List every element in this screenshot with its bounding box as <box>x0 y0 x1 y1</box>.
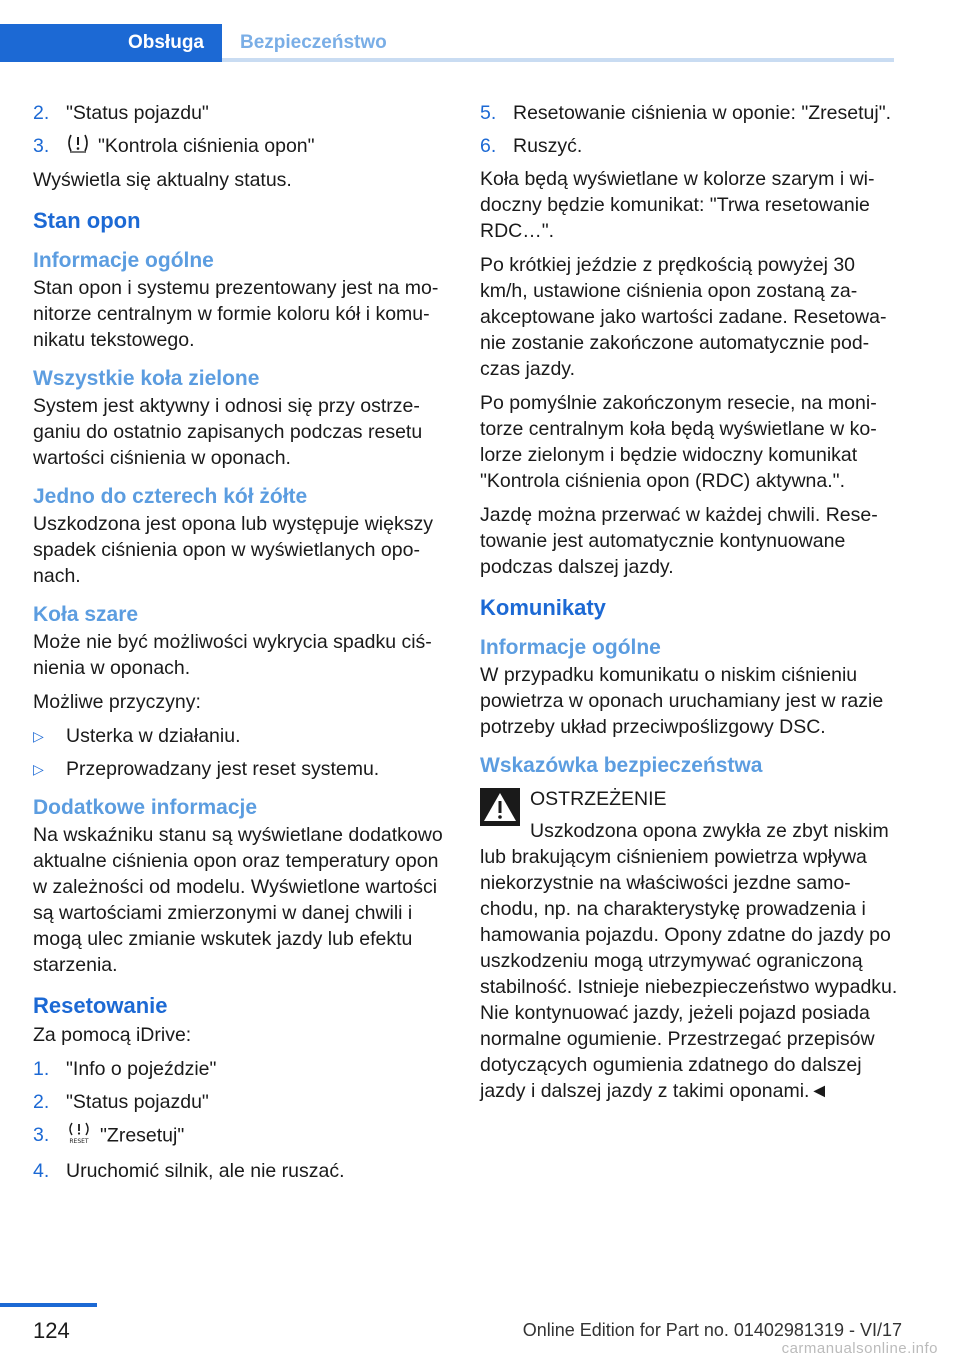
list-item: 2. "Status pojazdu" <box>33 1091 209 1114</box>
paragraph: Może nie być możliwości wykrycia spadku ciśnienia w oponach. <box>33 631 432 680</box>
page-number: 124 <box>33 1318 70 1343</box>
warning-block <box>480 786 898 1104</box>
paragraph: Na wskaźniku stanu są wyświetlane dodatkowo aktualne ciśnienia opon oraz temperatury opon w zależności od modelu. Wyświetlone wartości są wartościami zmierzonymi w danej chwili i mogą ulec zmianie wskutek jazdy lub efektu starzenia. <box>33 824 443 977</box>
edition-text: Online Edition for Part no. 01402981319 - VI/17 <box>522 1320 902 1340</box>
list-item: 4. Uruchomić silnik, ale nie ruszać. <box>33 1160 345 1183</box>
heading-kola-zielone: Wszystkie koła zielone <box>33 367 260 391</box>
tab-underline <box>222 58 894 62</box>
heading-resetowanie: Resetowanie <box>33 993 168 1019</box>
list-item: ▷ Usterka w działaniu. <box>33 725 241 748</box>
paragraph: Po pomyślnie zakończonym resecie, na monitorze centralnym koła będą wyświetlane w kolorze zielonym i będzie widoczny komunikat "Kontrola ciśnienia opon (RDC) aktywna.". <box>480 392 877 492</box>
heading-wskazowka-bezpieczenstwa: Wskazówka bezpieczeństwa <box>480 754 763 777</box>
paragraph: Możliwe przyczyny: <box>33 691 201 714</box>
warning-title: OSTRZEŻENIE <box>530 788 667 810</box>
paragraph: Stan opon i systemu prezentowany jest na monitorze centralnym w formie koloru kół i komunikatu tekstowego. <box>33 277 439 352</box>
warning-triangle-icon <box>480 788 520 826</box>
heading-dodatkowe-informacje: Dodatkowe informacje <box>33 796 258 820</box>
tire-reset-icon <box>66 1122 92 1151</box>
heading-informacje-ogolne: Informacje ogólne <box>480 636 661 659</box>
list-item: 3. "Kontrola ciśnienia opon" <box>33 133 451 160</box>
paragraph: System jest aktywny i odnosi się przy ostrzeganiu do ostatnio zapisanych podczas resetu wartości ciśnienia w oponach. <box>33 395 423 470</box>
watermark: carmanualsonline.info <box>781 1340 938 1357</box>
left-column <box>33 100 451 1191</box>
triangle-bullet-icon: ▷ <box>33 761 44 778</box>
heading-kola-szare: Koła szare <box>33 603 139 627</box>
footer-accent-line <box>0 1303 97 1307</box>
tire-pressure-icon <box>66 133 90 160</box>
paragraph: Uszkodzona jest opona lub występuje większy spadek ciśnienia opon w wyświetlanych oponach. <box>33 513 433 588</box>
heading-kola-zolte: Jedno do czterech kół żółte <box>33 485 308 509</box>
triangle-bullet-icon: ▷ <box>33 728 44 745</box>
warning-text: lub brakującym ciśnieniem powietrza wpływa niekorzystnie na właściwości jezdne samochodu, np. na charakterystykę prowadzenia i hamowania pojazdu. Opony zdatne do jazdy po uszkodzeniu mogą utrzymywać ograniczoną stabilność. Istnieje niebezpieczeństwo wypadku. Nie kontynuować jazdy, jeżeli pojazd posiada normalne ogumienie. Przestrzegać przepisów dotyczących ogumienia zdatnego do dalszej jazdy i dalszej jazdy z takimi oponami.◄ <box>480 846 898 1102</box>
paragraph: Za pomocą iDrive: <box>33 1024 192 1047</box>
tab-bezpieczenstwo[interactable]: Bezpieczeństwo <box>240 32 387 53</box>
list-item: ▷ Przeprowadzany jest reset systemu. <box>33 758 380 781</box>
top-tab-bar <box>0 0 894 62</box>
list-item: 6. Ruszyć. <box>480 135 583 157</box>
right-column <box>480 100 898 1112</box>
list-item: 5. Resetowanie ciśnienia w oponie: "Zresetuj". <box>480 102 892 124</box>
paragraph: Jazdę można przerwać w każdej chwili. Resetowanie jest automatycznie kontynuowane podczas dalszej jazdy. <box>480 504 878 578</box>
svg-text:RESET: RESET <box>69 1138 89 1145</box>
status-text: Wyświetla się aktualny status. <box>33 169 292 192</box>
paragraph: Po krótkiej jeździe z prędkością powyżej 30 km/h, ustawione ciśnienia opon zostaną zaakceptowane jako wartości zadane. Resetowanie zostanie zakończone automatycznie podczas jazdy. <box>480 254 887 380</box>
heading-informacje-ogolne: Informacje ogólne <box>33 249 214 273</box>
heading-stan-opon: Stan opon <box>33 208 141 234</box>
paragraph: W przypadku komunikatu o niskim ciśnieniu powietrza w oponach uruchamiany jest w razie potrzeby układ przeciwpoślizgowy DSC. <box>480 664 884 738</box>
heading-komunikaty: Komunikaty <box>480 595 606 620</box>
paragraph: Koła będą wyświetlane w kolorze szarym i widoczny będzie komunikat: "Trwa resetowanie RDC…". <box>480 168 875 242</box>
list-item: 3. RESET "Zresetuj" <box>33 1122 451 1151</box>
list-item: 1. "Info o pojeździe" <box>33 1058 217 1081</box>
list-item: 2. "Status pojazdu" <box>33 102 209 124</box>
warning-text-first: Uszkodzona opona zwykła ze zbyt niskim <box>530 820 889 842</box>
tab-obsluga[interactable]: Obsługa <box>0 24 222 62</box>
